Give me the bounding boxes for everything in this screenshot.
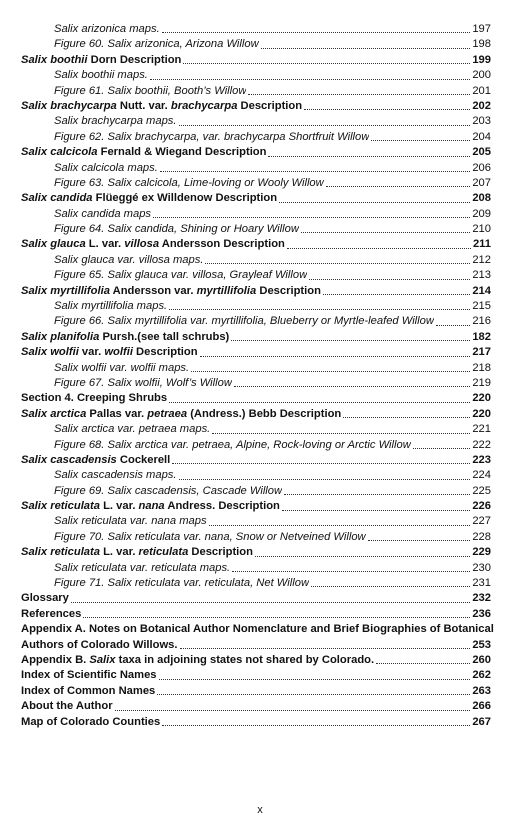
dot-leader [71, 602, 470, 603]
toc-entry[interactable] [21, 284, 491, 299]
toc-entry-title [21, 607, 81, 622]
toc-entry-title [54, 176, 324, 191]
toc-page-number: 205 [472, 146, 491, 159]
title-text: Section 4. Creeping Shrubs [21, 392, 168, 405]
title-text: Figure 67. Salix wolfii, Wolf’s Willow [54, 376, 232, 389]
toc-subentry[interactable] [21, 361, 491, 376]
title-text: Figure 61. Salix boothii, Booth’s Willow [54, 84, 247, 97]
toc-subentry[interactable] [21, 176, 491, 191]
dot-leader [301, 232, 470, 233]
title-text: Pursh.(see tall schrubs) [99, 330, 230, 343]
toc-entry-title [21, 715, 160, 730]
dot-leader [326, 186, 471, 187]
title-text: Figure 60. Salix arizonica, Arizona Willow [54, 38, 259, 51]
taxon-name: brachycarpa [170, 99, 238, 112]
toc-subentry[interactable] [21, 515, 491, 530]
toc-page-number: 217 [472, 346, 491, 359]
toc-entry-line [21, 622, 494, 637]
toc-page-number: 213 [472, 269, 491, 282]
toc-entry[interactable] [21, 607, 491, 622]
toc-page-number: 221 [472, 423, 491, 436]
toc-page-number: 209 [472, 207, 491, 220]
title-text: Figure 63. Salix calcicola, Lime-loving or Wooly Willow [54, 176, 324, 189]
toc-entry[interactable] [21, 237, 491, 252]
toc-entry[interactable] [21, 684, 491, 699]
title-text: Flüeggé ex Willdenow Description [92, 192, 278, 205]
toc-subentry[interactable] [21, 299, 491, 314]
title-text: Figure 62. Salix brachycarpa, var. brachycarpa Shortfruit Willow [54, 130, 370, 143]
taxon-name: Salix [89, 654, 116, 666]
title-text: Figure 65. Salix glauca var. villosa, Grayleaf Willow [54, 269, 308, 282]
toc-entry-title [21, 638, 178, 653]
toc-entry[interactable] [21, 345, 491, 360]
toc-entry-title [21, 699, 113, 714]
toc-page-number: 206 [472, 161, 491, 174]
toc-entry[interactable] [21, 638, 491, 653]
toc-page-number: 214 [472, 284, 491, 297]
toc-entry[interactable] [21, 99, 491, 114]
toc-entry-title [54, 299, 167, 314]
toc-entry-title [54, 314, 434, 329]
toc-page-number: 210 [472, 223, 491, 236]
toc-subentry[interactable] [21, 253, 491, 268]
toc-entry-title [54, 361, 189, 376]
title-text: Figure 71. Salix reticulata var. reticulata, Net Willow [54, 577, 310, 590]
toc-entry-title [54, 130, 369, 145]
toc-subentry[interactable] [21, 468, 491, 483]
taxon-name: villosa [124, 238, 160, 251]
taxon-name: petraea [147, 407, 188, 420]
toc-entry-title [21, 99, 302, 114]
title-text: Salix arizonica maps. [54, 22, 160, 35]
title-text: Fernald & Wiegand Description [97, 146, 267, 159]
dot-leader [368, 540, 471, 541]
dot-leader [255, 556, 470, 557]
toc-page-number: 199 [472, 53, 491, 66]
dot-leader [191, 371, 470, 372]
toc-subentry[interactable] [21, 484, 491, 499]
toc-page-number: 204 [472, 130, 491, 143]
taxon-name: Salix glauca [21, 238, 86, 251]
toc-entry-title [21, 237, 285, 252]
toc-entry-title [54, 22, 160, 37]
title-text: L. var. [99, 500, 139, 513]
toc-entry-title [21, 284, 321, 299]
toc-entry-title [21, 345, 198, 360]
taxon-name: Salix boothii [21, 53, 88, 66]
title-text: Salix cascadensis maps. [54, 469, 177, 482]
toc-entry-title [54, 484, 282, 499]
toc-page-number: 202 [472, 99, 491, 112]
dot-leader [343, 417, 470, 418]
title-text: Salix reticulata var. nana maps [54, 515, 207, 528]
dot-leader [248, 94, 470, 95]
title-text: Cockerell [116, 453, 171, 466]
title-text: Figure 64. Salix candida, Shining or Hoary Willow [54, 223, 299, 236]
toc-page-number: 203 [472, 115, 491, 128]
toc-entry-title [21, 453, 170, 468]
toc-page-number: 225 [472, 484, 491, 497]
toc-subentry[interactable] [21, 114, 491, 129]
toc-entry-title [54, 514, 207, 529]
title-text: Salix wolfii var. wolfii maps. [54, 361, 190, 374]
title-text: Salix brachycarpa maps. [54, 115, 177, 128]
taxon-name: Salix arctica [21, 407, 87, 420]
title-text: Pallas var. [86, 407, 148, 420]
toc-subentry[interactable] [21, 161, 491, 176]
dot-leader [309, 279, 470, 280]
toc-subentry[interactable] [21, 268, 491, 283]
toc-entry-title [54, 253, 203, 268]
title-text: Map of Colorado Counties [21, 715, 161, 728]
dot-leader [436, 325, 470, 326]
title-text: Andersson var. [109, 284, 197, 297]
toc-entry-title [54, 222, 299, 237]
toc-page-number: 197 [472, 22, 491, 35]
toc-page-number: 218 [472, 361, 491, 374]
taxon-name: Salix cascadensis [21, 453, 117, 466]
dot-leader [231, 340, 470, 341]
toc-entry-title [21, 653, 374, 668]
title-text: Index of Common Names [21, 684, 156, 697]
title-text: Figure 68. Salix arctica var. petraea, Alpine, Rock-loving or Arctic Willow [54, 438, 411, 451]
toc-page-number: 260 [472, 654, 491, 666]
toc-entry-title [54, 161, 158, 176]
toc-page-number: 253 [472, 638, 491, 651]
toc-entry[interactable] [21, 453, 491, 468]
toc-page-number: 201 [472, 84, 491, 97]
toc-page-number: 207 [472, 176, 491, 189]
title-text: Figure 66. Salix myrtillifolia var. myrtillifolia, Blueberry or Myrtle-leafed Willow [54, 315, 434, 328]
toc-subentry[interactable] [21, 22, 491, 37]
toc-subentry[interactable] [21, 37, 491, 52]
taxon-name: wolfii [104, 346, 133, 359]
toc-entry[interactable] [21, 391, 491, 406]
title-text: Description [256, 284, 321, 297]
dot-leader [234, 386, 470, 387]
title-text: Salix myrtillifolia maps. [54, 300, 168, 313]
toc-page-number: 220 [472, 392, 491, 405]
taxon-name: Salix reticulata [21, 546, 100, 559]
toc-page-number: 263 [472, 684, 491, 697]
toc-subentry[interactable] [21, 314, 491, 329]
toc-entry-title [21, 545, 253, 560]
toc-subentry[interactable] [21, 422, 491, 437]
toc-entry-title [54, 37, 259, 52]
toc-entry-title [54, 268, 307, 283]
toc-entry[interactable] [21, 715, 491, 730]
title-text: taxa in adjoining states not shared by Colorado. [115, 654, 375, 666]
dot-leader [200, 356, 471, 357]
toc-page-number: 212 [472, 253, 491, 266]
title-text: Dorn Description [87, 53, 182, 66]
toc-page-number: 198 [472, 38, 491, 51]
title-text: Nutt. var. [116, 99, 171, 112]
dot-leader [153, 217, 470, 218]
toc-entry[interactable] [21, 699, 491, 714]
dot-leader [212, 433, 470, 434]
title-text: Salix reticulata var. reticulata maps. [54, 561, 231, 574]
toc-entry[interactable] [21, 499, 491, 514]
toc-entry-title [54, 561, 230, 576]
title-text: Authors of Colorado Willows. [21, 638, 178, 651]
taxon-name: Salix calcicola [21, 146, 98, 159]
dot-leader [282, 510, 470, 511]
dot-leader [311, 586, 470, 587]
toc-page-number: 200 [472, 69, 491, 82]
toc-entry-title [54, 422, 210, 437]
taxon-name: Salix myrtillifolia [21, 284, 110, 297]
title-text: Figure 69. Salix cascadensis, Cascade Willow [54, 484, 283, 497]
toc-subentry[interactable] [21, 68, 491, 83]
title-text: Appendix B. [21, 654, 90, 666]
toc-page-number: 230 [472, 561, 491, 574]
toc-subentry[interactable] [21, 438, 491, 453]
toc-page-number: 267 [472, 715, 491, 728]
toc-entry-title [54, 576, 309, 591]
taxon-name: Salix planifolia [21, 330, 100, 343]
toc-page-number: 222 [472, 438, 491, 451]
toc-entry[interactable] [21, 591, 491, 606]
dot-leader [183, 63, 470, 64]
dot-leader [413, 448, 471, 449]
title-text: Glossary [21, 592, 69, 605]
title-text: L. var. [85, 238, 125, 251]
title-text: Salix calcicola maps. [54, 161, 158, 174]
dot-leader [209, 525, 471, 526]
toc-entry-title [54, 376, 232, 391]
toc-entry-title [54, 68, 148, 83]
title-text: Description [132, 346, 198, 359]
toc-subentry[interactable] [21, 530, 491, 545]
dot-leader [232, 571, 470, 572]
toc-subentry[interactable] [21, 561, 491, 576]
toc-page-number: 220 [472, 407, 491, 420]
toc-page-number: 226 [472, 500, 491, 513]
dot-leader [172, 463, 470, 464]
taxon-name: nana [138, 500, 165, 513]
dot-leader [371, 140, 470, 141]
toc-entry[interactable] [21, 407, 491, 422]
toc-page-number: 182 [472, 330, 491, 343]
toc-entry-title [21, 668, 157, 683]
dot-leader [287, 248, 471, 249]
title-text: References [21, 607, 82, 620]
dot-leader [83, 617, 470, 618]
dot-leader [162, 725, 470, 726]
title-text: Salix glauca var. villosa maps. [54, 253, 204, 266]
toc-subentry[interactable] [21, 376, 491, 391]
toc-page-number: 219 [472, 376, 491, 389]
dot-leader [323, 294, 470, 295]
toc-page-number: 266 [472, 700, 491, 713]
taxon-name: Salix wolfii [21, 346, 79, 359]
dot-leader [160, 171, 470, 172]
toc-page-number: 227 [472, 515, 491, 528]
toc-entry[interactable] [21, 668, 491, 683]
dot-leader [304, 109, 470, 110]
table-of-contents [21, 22, 494, 730]
toc-entry-title [54, 84, 246, 99]
toc-subentry[interactable] [21, 576, 491, 591]
toc-entry[interactable] [21, 653, 491, 668]
dot-leader [162, 32, 471, 33]
title-text: Salix boothii maps. [54, 69, 148, 82]
toc-page-number: 215 [472, 300, 491, 313]
toc-entry-title [54, 530, 366, 545]
toc-page-number: 262 [472, 669, 491, 682]
toc-page-number: 223 [472, 453, 491, 466]
title-text: Andress. Description [164, 500, 280, 513]
toc-entry-title [21, 499, 280, 514]
dot-leader [157, 694, 470, 695]
toc-entry-title [21, 407, 341, 422]
dot-leader [376, 663, 470, 664]
toc-entry-title [21, 591, 69, 606]
title-text: Index of Scientific Names [21, 669, 157, 682]
toc-page-number: 232 [472, 592, 491, 605]
title-text: Salix candida maps [54, 207, 152, 220]
toc-entry[interactable] [21, 191, 491, 206]
toc-subentry[interactable] [21, 207, 491, 222]
toc-page-number: 216 [472, 315, 491, 328]
toc-entry-title [21, 145, 266, 160]
dot-leader [268, 156, 470, 157]
taxon-name: reticulata [138, 546, 189, 559]
title-text: Figure 70. Salix reticulata var. nana, Snow or Netveined Willow [54, 530, 366, 543]
toc-subentry[interactable] [21, 130, 491, 145]
dot-leader [159, 679, 471, 680]
title-text: (Andress.) Bebb Description [187, 407, 342, 420]
toc-entry-title [21, 684, 155, 699]
toc-entry-title: Appendix A. Notes on Botanical Author Nomenclature and Brief Biographies of Botanical [21, 623, 494, 636]
toc-page-number: 208 [472, 192, 491, 205]
toc-entry-title [54, 207, 151, 222]
toc-entry-title [54, 468, 177, 483]
toc-entry-title [21, 53, 181, 68]
taxon-name: Salix brachycarpa [21, 99, 117, 112]
dot-leader [179, 479, 471, 480]
title-text: Salix arctica var. petraea maps. [54, 423, 211, 436]
toc-entry-title [54, 114, 177, 129]
toc-subentry[interactable] [21, 84, 491, 99]
taxon-name: Salix reticulata [21, 500, 100, 513]
dot-leader [180, 648, 471, 649]
title-text: About the Author [21, 700, 113, 713]
dot-leader [169, 402, 470, 403]
toc-entry[interactable] [21, 145, 491, 160]
toc-entry[interactable] [21, 545, 491, 560]
title-text: Andersson Description [159, 238, 285, 251]
toc-entry-title [54, 438, 411, 453]
toc-entry-title [21, 330, 229, 345]
dot-leader [205, 263, 470, 264]
toc-page-number: 229 [472, 546, 491, 559]
toc-page-number: 236 [472, 607, 491, 620]
taxon-name: myrtillifolia [196, 284, 257, 297]
toc-page-number: 231 [472, 577, 491, 590]
toc-entry-title [21, 191, 277, 206]
toc-page-number: 228 [472, 530, 491, 543]
taxon-name: Salix candida [21, 192, 93, 205]
toc-entry[interactable] [21, 330, 491, 345]
dot-leader [179, 125, 471, 126]
title-text: var. [78, 346, 105, 359]
title-text: L. var. [99, 546, 139, 559]
toc-entry[interactable] [21, 53, 491, 68]
toc-page-number: 224 [472, 469, 491, 482]
dot-leader [284, 494, 470, 495]
title-text: Description [237, 99, 303, 112]
toc-subentry[interactable] [21, 222, 491, 237]
dot-leader [279, 202, 470, 203]
page-number-footer: x [257, 804, 263, 816]
dot-leader [150, 79, 470, 80]
toc-entry-title [21, 391, 167, 406]
dot-leader [169, 309, 470, 310]
title-text: Description [188, 546, 253, 559]
dot-leader [115, 710, 471, 711]
toc-page-number: 211 [472, 238, 491, 251]
dot-leader [261, 48, 471, 49]
